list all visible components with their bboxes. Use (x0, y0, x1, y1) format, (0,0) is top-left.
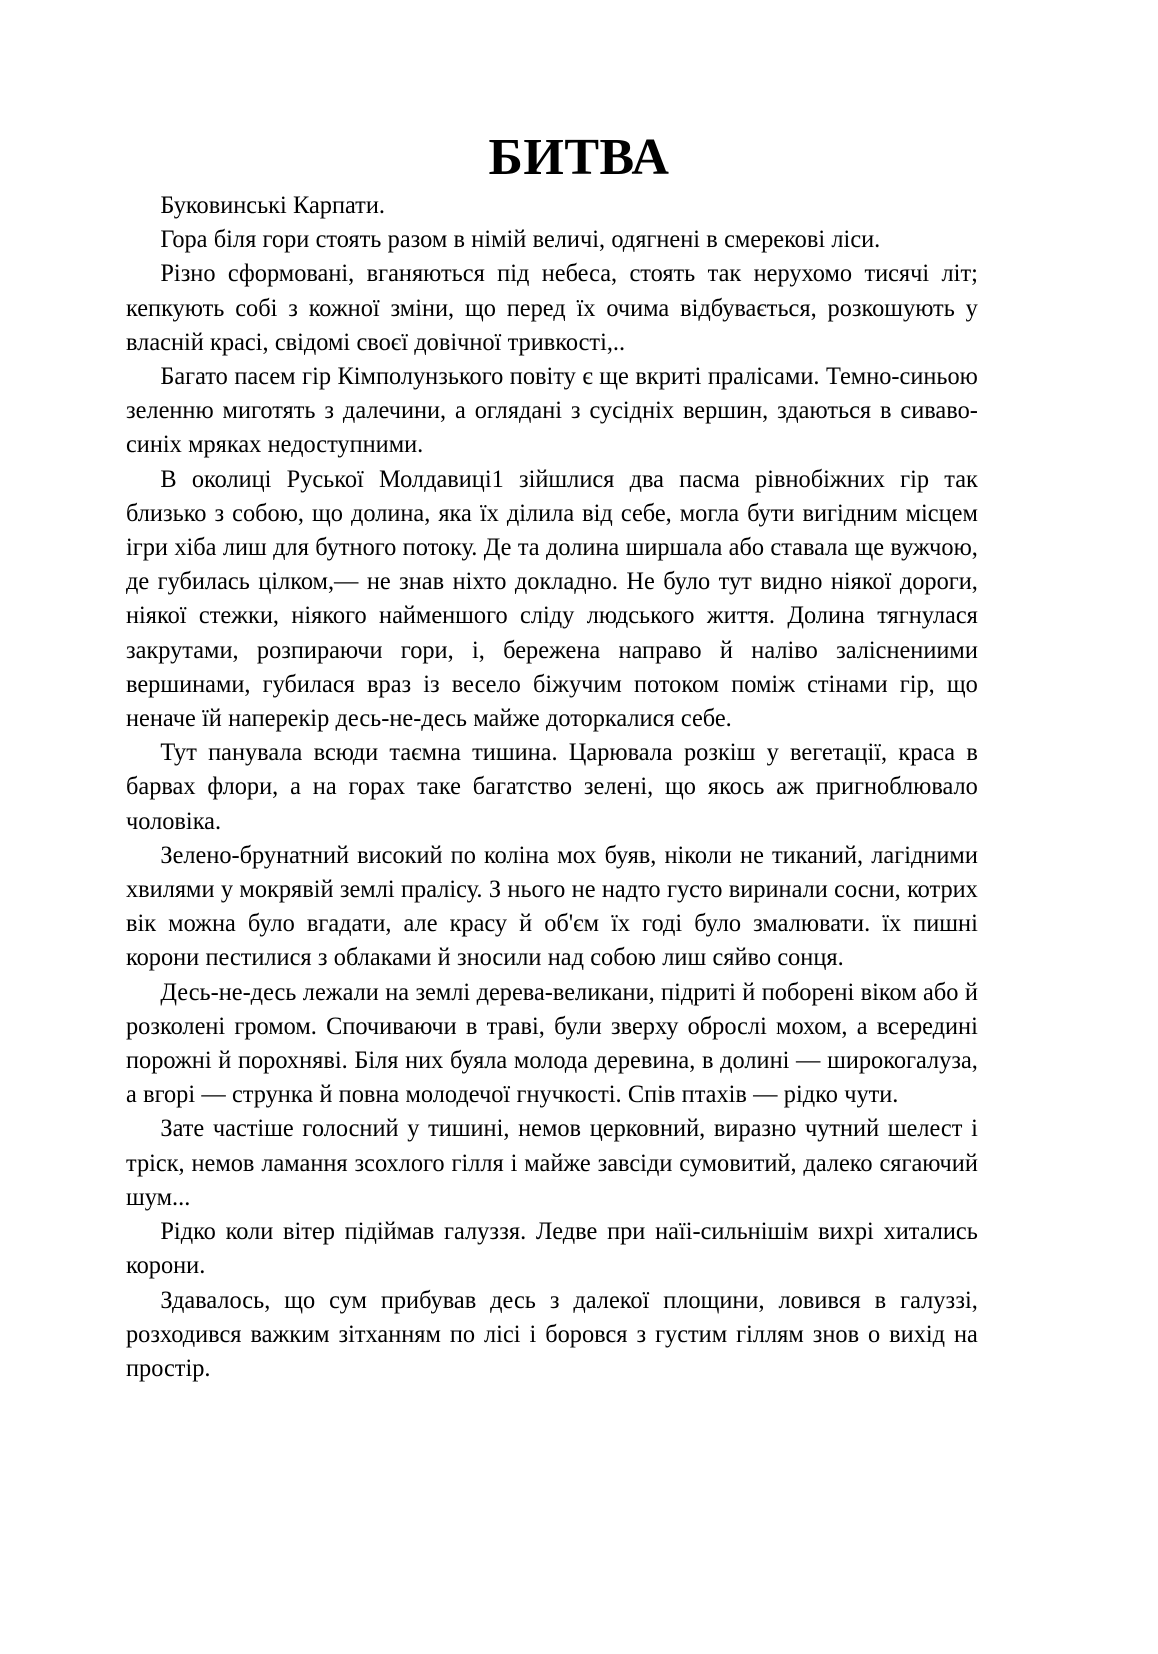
paragraph: В околиці Руської Молдавиці1 зійшлися два пасма рівнобіжних гір так близько з собою, що долина, яка їх ділила від себе, могла бути вигідним місцем ігри хіба лиш для бутного потоку. Де та долина ширшала або ставала ще вужчою, де губилась цілком,— не знав ніхто докладно. Не було тут видно ніякої дороги, ніякої стежки, ніякого найменшого сліду людського життя. Долина тягнулася закрутами, розпираючи гори, і, бережена направо й наліво заліснениими вершинами, губилася враз із весело біжучим потоком поміж стінами гір, що неначе їй наперекір десь-не-десь майже доторкалися себе. (126, 463, 978, 733)
paragraph: Зелено-брунатний високий по коліна мох буяв, ніколи не тиканий, лагідними хвилями у мокрявій землі пралісу. З нього не надто густо виринали сосни, котрих вік можна було вгадати, але красу й об'єм їх годі було змалювати. їх пишні корони пестилися з облаками й зносили над собою лиш сяйво сонця. (126, 839, 978, 972)
body-text-block (126, 188, 978, 1385)
paragraph: Тут панувала всюди таємна тишина. Царювала розкіш у вегетації, краса в барвах флори, а на горах таке багатство зелені, що якось аж пригноблювало чоловіка. (126, 737, 978, 835)
page-title: БИТВА (488, 128, 670, 186)
paragraph: Різно сформовані, вганяються під небеса, стоять так нерухомо тисячі літ; кепкують собі з кожної зміни, що перед їх очима відбувається, розкошують у власній красі, свідомі своєї довічної тривкості,.. (126, 258, 978, 356)
paragraph: Рідко коли вітер підіймав галуззя. Ледве при наїі-сильнішім вихрі хитались корони. (126, 1216, 978, 1280)
paragraph: Багато пасем гір Кімполунзького повіту є ще вкриті пралісами. Темно-синьою зеленню миготять з далечини, а оглядані з сусідніх вершин, здаються в сиваво-синіх мряках недоступними. (126, 361, 978, 459)
paragraph: Зате частіше голосний у тишині, немов церковний, виразно чутний шелест і тріск, немов ламання зсохлого гілля і майже завсіди сумовитий, далеко сягаючий шум... (126, 1113, 978, 1211)
paragraph: Десь-не-десь лежали на землі дерева-великани, підриті й поборені віком або й розколені громом. Спочиваючи в траві, були зверху оброслі мохом, а всередині порожні й порохняві. Біля них буяла молода деревина, в долині — широкогалуза, а вгорі — струнка й повна молодечої гнучкості. Спів птахів — рідко чути. (126, 976, 978, 1109)
paragraph: Здавалось, що сум прибував десь з далекої площини, ловився в галуззі, розходився важким зітханням по лісі і боровся з густим гіллям знов о вихід на простір. (126, 1284, 978, 1382)
paragraph: Гора біля гори стоять разом в німій величі, одягнені в смерекові ліси. (160, 224, 881, 254)
paragraph: Буковинські Карпати. (160, 190, 385, 219)
